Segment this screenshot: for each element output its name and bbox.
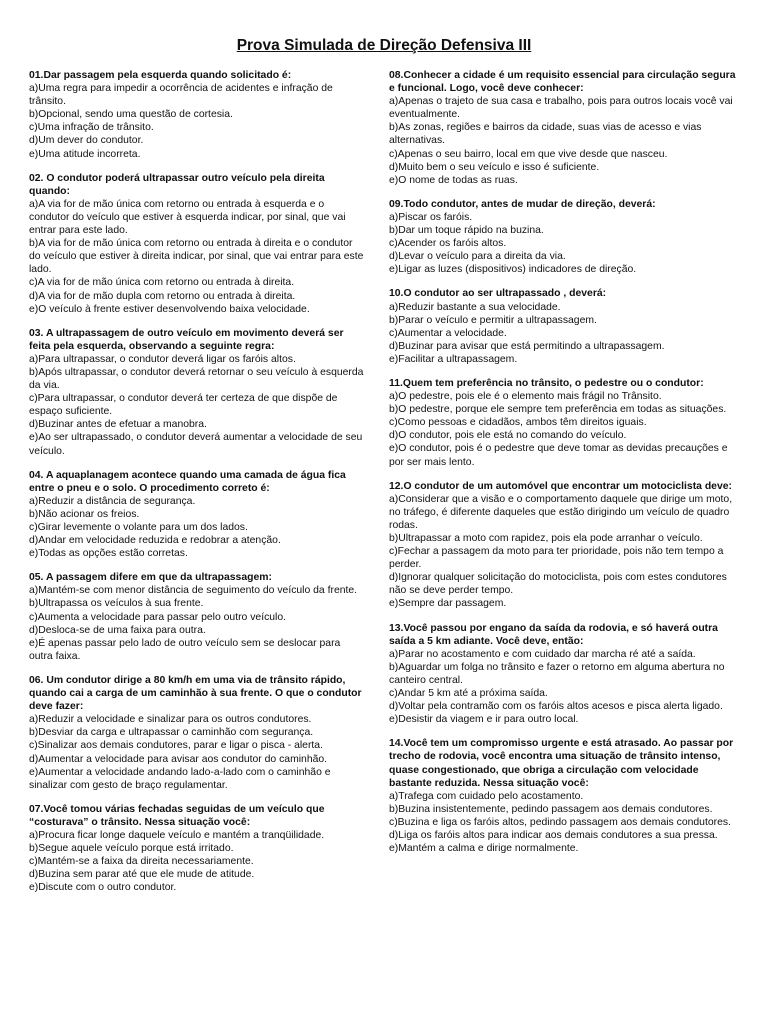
answer-option: b)Ultrapassa os veículos à sua frente.	[29, 598, 204, 610]
answer-option: c)Buzina e liga os faróis altos, pedindo passagem aos demais condutores.	[389, 816, 731, 828]
answer-option: c)Acender os faróis altos.	[389, 238, 507, 250]
answer-option: e)Aumentar a velocidade andando lado-a-lado com o caminhão e sinalizar com gesto de braço regulamentar.	[29, 766, 331, 791]
answer-option: a)Trafega com cuidado pelo acostamento.	[389, 790, 584, 802]
question-text: 05. A passagem difere em que da ultrapassagem:	[29, 572, 272, 584]
question-block	[29, 69, 364, 161]
question-block	[389, 622, 741, 727]
question-block	[389, 287, 741, 366]
answer-option: d)Voltar pela contramão com os faróis altos acesos e pisca alerta ligado.	[389, 701, 723, 713]
answer-option: c)Como pessoas e cidadãos, ambos têm direitos iguais.	[389, 417, 647, 429]
question-text: 03. A ultrapassagem de outro veículo em movimento deverá ser feita pela esquerda, observando a seguinte regra:	[29, 327, 344, 352]
question-block	[29, 571, 364, 663]
answer-option: d)Ignorar qualquer solicitação do motociclista, pois com estes condutores não se deve perder tempo.	[389, 572, 727, 597]
answer-option: d)Aumentar a velocidade para avisar aos condutor do caminhão.	[29, 753, 328, 765]
answer-option: c)Andar 5 km até a próxima saída.	[389, 688, 548, 700]
answer-option: b)Ultrapassar a moto com rapidez, pois ela pode arranhar o veículo.	[389, 533, 703, 544]
answer-option: e)Facilitar a ultrapassagem.	[389, 353, 518, 365]
answer-option: d)Buzinar antes de efetuar a manobra.	[29, 419, 207, 431]
answer-option: a)Apenas o trajeto de sua casa e trabalho, pois para outros locais você vai eventualmente.	[389, 96, 733, 121]
answer-option: e)Uma atitude incorreta.	[29, 148, 141, 160]
answer-option: e)Ao ser ultrapassado, o condutor deverá aumentar a velocidade de seu veículo.	[29, 432, 363, 457]
question-text: 07.Você tomou várias fechadas seguidas de um veículo que “costurava” o trânsito. Nessa situação você:	[29, 803, 325, 828]
question-block	[29, 327, 364, 458]
answer-option: d)Muito bem o seu veículo e isso é suficiente.	[389, 161, 600, 173]
answer-option: c)Fechar a passagem da moto para ter prioridade, pois não tem tempo a perder.	[389, 546, 724, 571]
answer-option: e)Desistir da viagem e ir para outro local.	[389, 714, 579, 726]
answer-option: b)Parar o veículo e permitir a ultrapassagem.	[389, 314, 597, 326]
answer-option: b)A via for de mão única com retorno ou entrada à direita e o condutor do veículo que estiver à direita indicar, por sinal, que vai entrar para este lado.	[29, 238, 364, 276]
answer-option: e)Ligar as luzes (dispositivos) indicadores de direção.	[389, 264, 637, 276]
answer-option: e)É apenas passar pelo lado de outro veículo sem se deslocar para outra faixa.	[29, 637, 341, 662]
question-block	[29, 674, 364, 792]
question-text: 10.O condutor ao ser ultrapassado , deverá:	[389, 288, 607, 300]
question-text: 11.Quem tem preferência no trânsito, o pedestre ou o condutor:	[389, 377, 704, 389]
answer-option: a)Reduzir a velocidade e sinalizar para os outros condutores.	[29, 714, 312, 726]
answer-option: d)Buzina sem parar até que ele mude de atitude.	[29, 869, 255, 881]
answer-option: b)Segue aquele veículo porque está irritado.	[29, 843, 234, 855]
answer-option: b)O pedestre, porque ele sempre tem preferência em todas as situações.	[389, 404, 727, 416]
answer-option: e)Discute com o outro condutor.	[29, 882, 177, 894]
question-text: 13.Você passou por engano da saída da rodovia, e só haverá outra saída a 5 km adiante. Você deve, então:	[389, 622, 718, 647]
question-text: 04. A aquaplanagem acontece quando uma camada de água fica entre o pneu e o solo. O procedimento correto é:	[29, 469, 346, 494]
answer-option: b)Opcional, sendo uma questão de cortesia.	[29, 109, 233, 121]
answer-option: a)Reduzir a distância de segurança.	[29, 495, 196, 507]
answer-option: b)Após ultrapassar, o condutor deverá retornar o seu veículo à esquerda da via.	[29, 366, 364, 392]
answer-option: d)Liga os faróis altos para indicar aos demais condutores a sua pressa.	[389, 829, 718, 841]
question-text: 06. Um condutor dirige a 80 km/h em uma via de trânsito rápido, quando cai a carga de um caminhão à sua frente. O que o condutor deve fazer:	[29, 674, 362, 713]
answer-option: c)Mantém-se a faixa da direita necessariamente.	[29, 856, 254, 868]
answer-option: a)Procura ficar longe daquele veículo e mantém a tranqüilidade.	[29, 829, 325, 841]
answer-option: e)O condutor, pois é o pedestre que deve tomar as devidas precauções e por ser mais lento.	[389, 443, 728, 468]
answer-option: a)Mantém-se com menor distância de seguimento do veículo da frente.	[29, 585, 358, 597]
question-block	[389, 737, 741, 855]
answer-option: b)Não acionar os freios.	[29, 508, 140, 520]
answer-option: e)O veículo à frente estiver desenvolvendo baixa velocidade.	[29, 303, 310, 315]
question-block	[389, 69, 741, 187]
answer-option: c)Sinalizar aos demais condutores, parar e ligar o pisca - alerta.	[29, 740, 323, 752]
answer-option: b)As zonas, regiões e bairros da cidade, suas vias de acesso e vias alternativas.	[389, 122, 702, 147]
answer-option: a)Uma regra para impedir a ocorrência de acidentes e infração de trânsito.	[29, 83, 333, 108]
question-text: 02. O condutor poderá ultrapassar outro veículo pela direita quando:	[29, 172, 325, 197]
answer-option: c)Girar levemente o volante para um dos lados.	[29, 522, 248, 533]
question-block	[389, 377, 741, 469]
answer-option: d)O condutor, pois ele está no comando do veículo.	[389, 430, 627, 442]
answer-option: e)Todas as opções estão corretas.	[29, 548, 188, 560]
question-text: 08.Conhecer a cidade é um requisito essencial para circulação segura e funcional. Logo, você deve conhecer:	[389, 70, 736, 95]
question-block	[29, 172, 364, 316]
left-column	[29, 69, 364, 905]
page-title: Prova Simulada de Direção Defensiva III	[236, 37, 532, 54]
answer-option: a)Para ultrapassar, o condutor deverá ligar os faróis altos.	[29, 353, 296, 365]
question-block	[29, 803, 364, 895]
answer-option: c)Para ultrapassar, o condutor deverá ter certeza de que dispõe de espaço suficiente.	[29, 393, 338, 418]
answer-option: d)Levar o veículo para a direita da via.	[389, 251, 566, 263]
answer-option: c)Aumenta a velocidade para passar pelo outro veículo.	[29, 611, 287, 623]
answer-option: d)Desloca-se de uma faixa para outra.	[29, 624, 206, 636]
answer-option: c)Uma infração de trânsito.	[29, 122, 154, 134]
right-column	[389, 69, 741, 866]
answer-option: d)Um dever do condutor.	[29, 135, 144, 147]
answer-option: d)Andar em velocidade reduzida e redobrar a atenção.	[29, 535, 281, 547]
answer-option: c)Apenas o seu bairro, local em que vive desde que nasceu.	[389, 148, 668, 160]
answer-option: c)Aumentar a velocidade.	[389, 327, 507, 339]
answer-option: e)Mantém a calma e dirige normalmente.	[389, 843, 579, 855]
question-text: 14.Você tem um compromisso urgente e está atrasado. Ao passar por trecho de rodovia, você encontra uma situação de trânsito intenso, quase congestionado, que obriga a circulação com velocidade bastante reduzida. Nessa situação você:	[389, 738, 734, 789]
answer-option: b)Buzina insistentemente, pedindo passagem aos demais condutores.	[389, 803, 713, 815]
answer-option: b)Aguardar um folga no trânsito e fazer o retorno em alguma abertura no canteiro central.	[389, 661, 725, 686]
question-block	[29, 469, 364, 561]
answer-option: a)Reduzir bastante a sua velocidade.	[389, 301, 561, 313]
answer-option: e)O nome de todas as ruas.	[389, 174, 518, 186]
answer-option: a)O pedestre, pois ele é o elemento mais frágil no Trânsito.	[389, 391, 662, 403]
question-block	[389, 480, 741, 611]
answer-option: a)Considerar que a visão e o comportamento daquele que dirige um moto, no tráfego, é diferente daqueles que estão dirigindo um veículo de quadro rodas.	[389, 493, 733, 531]
answer-option: e)Sempre dar passagem.	[389, 598, 507, 610]
answer-option: b)Dar um toque rápido na buzina.	[389, 225, 544, 237]
answer-option: c)A via for de mão única com retorno ou entrada à direita.	[29, 277, 295, 289]
answer-option: a)A via for de mão única com retorno ou entrada à esquerda e o condutor do veículo que estiver à esquerda indicar, por sinal, que vai entrar para este lado.	[29, 198, 346, 237]
question-text: 12.O condutor de um automóvel que encontrar um motociclista deve:	[389, 480, 732, 492]
answer-option: d)A via for de mão dupla com retorno ou entrada à direita.	[29, 290, 296, 302]
answer-option: a)Parar no acostamento e com cuidado dar marcha ré até a saída.	[389, 648, 696, 660]
answer-option: d)Buzinar para avisar que está permitindo a ultrapassagem.	[389, 340, 665, 352]
question-text: 01.Dar passagem pela esquerda quando solicitado é:	[29, 70, 292, 81]
answer-option: b)Desviar da carga e ultrapassar o caminhão com segurança.	[29, 727, 314, 739]
question-block	[389, 198, 741, 277]
answer-option: a)Piscar os faróis.	[389, 211, 473, 223]
question-text: 09.Todo condutor, antes de mudar de direção, deverá:	[389, 198, 656, 210]
